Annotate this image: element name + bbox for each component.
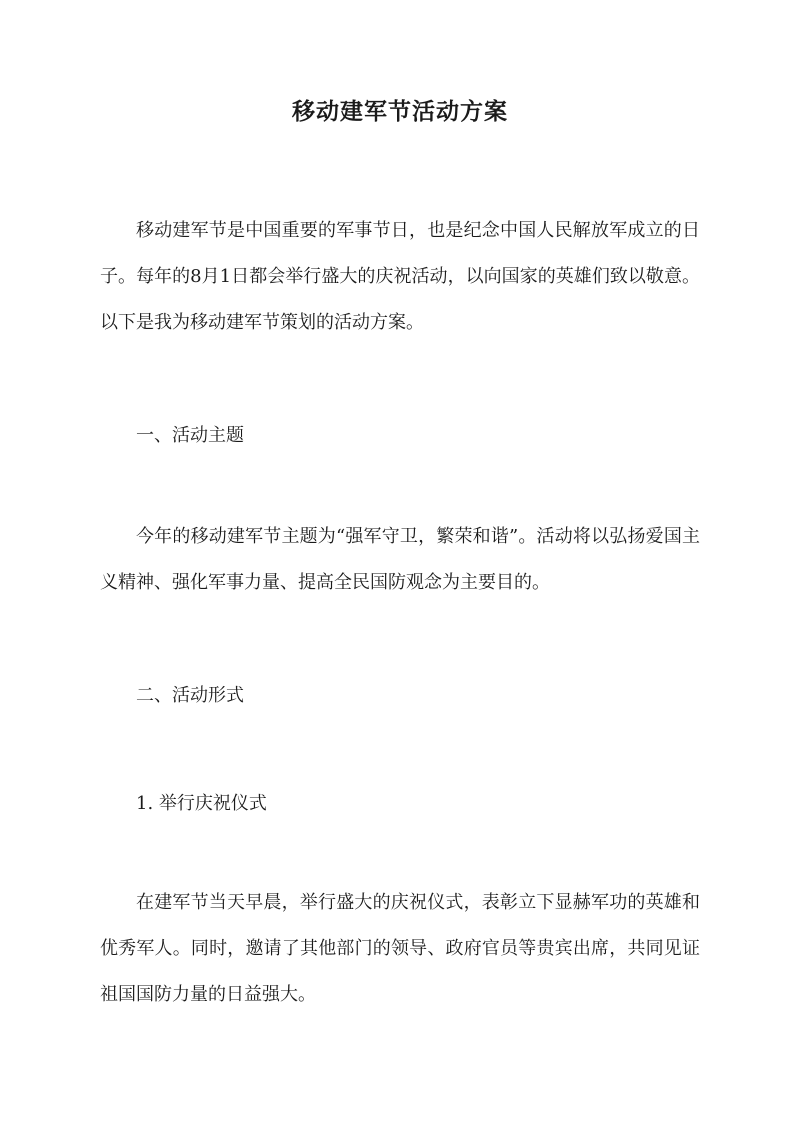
ceremony-paragraph: 在建军节当天早晨，举行盛大的庆祝仪式，表彰立下显赫军功的英雄和优秀军人。同时，邀请了其他部门的领导、政府官员等贵宾出席，共同见证祖国国防力量的日益强大。 xyxy=(100,892,700,1005)
section-heading-theme: 一、活动主题 xyxy=(136,425,244,446)
intro-paragraph: 移动建军节是中国重要的军事节日，也是纪念中国人民解放军成立的日子。每年的8月1日都会举行盛大的庆祝活动，以向国家的英雄们致以敬意。以下是我为移动建军节策划的活动方案。 xyxy=(100,220,700,333)
section-heading-form: 二、活动形式 xyxy=(136,685,244,706)
item-heading-ceremony: 1. 举行庆祝仪式 xyxy=(136,793,267,814)
document-title: 移动建军节活动方案 xyxy=(292,98,508,125)
theme-paragraph: 今年的移动建军节主题为“强军守卫，繁荣和谐”。活动将以弘扬爱国主义精神、强化军事力量、提高全民国防观念为主要目的。 xyxy=(100,526,700,593)
